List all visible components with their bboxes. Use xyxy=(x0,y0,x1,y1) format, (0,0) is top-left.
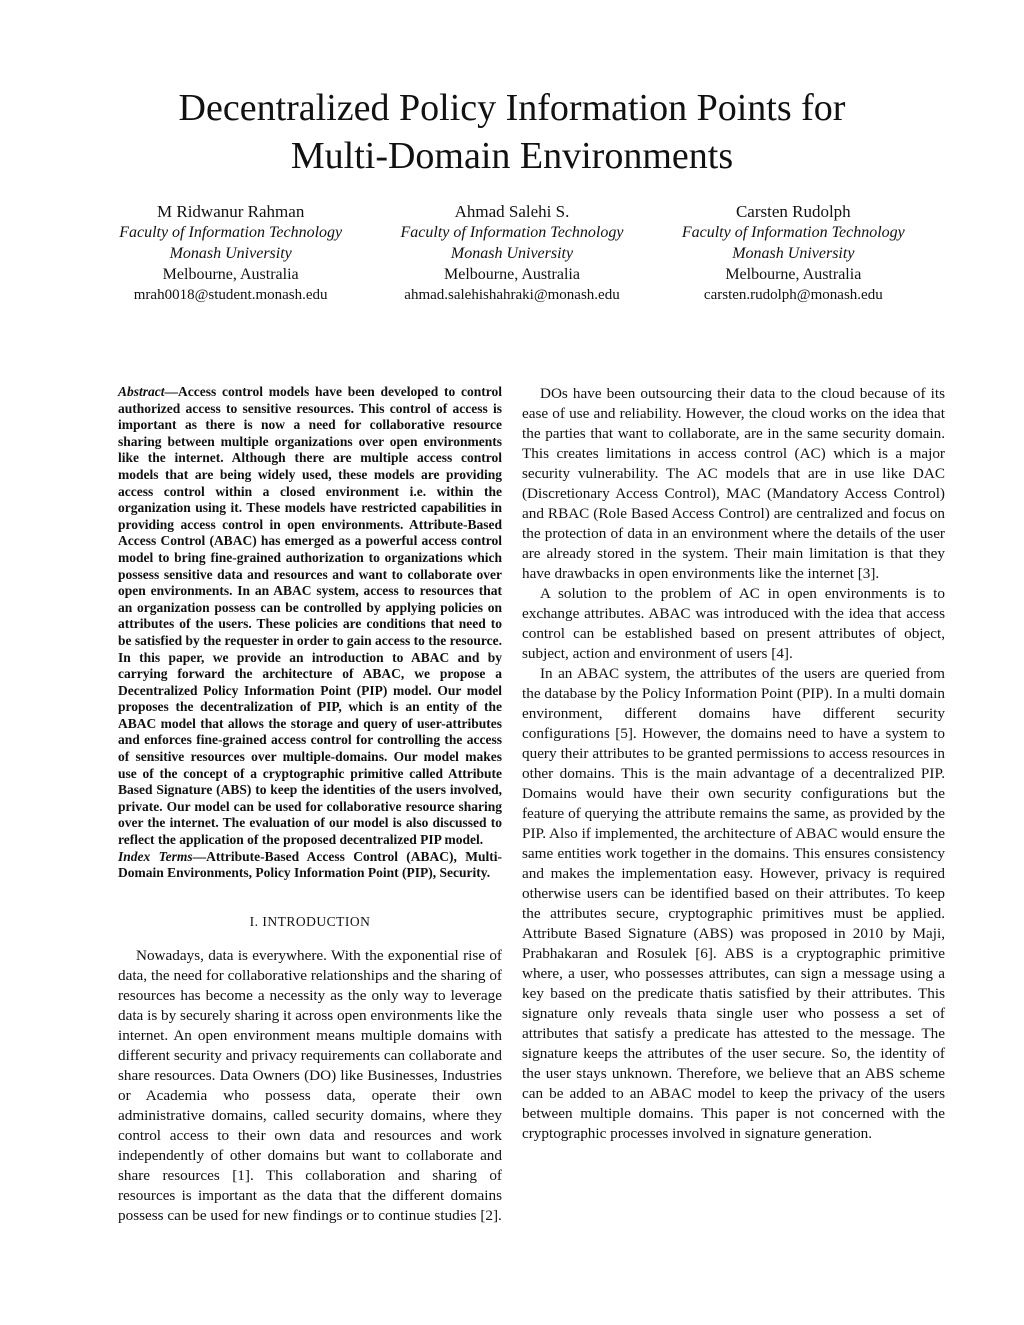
body-paragraph: In an ABAC system, the attributes of the users are queried from the database by the Policy Information Point (PIP). In a multi domain environment, different domains have different security configurations [5]. However, the domains need to have a system to query their attributes to be granted permissions to access resources in other domains. This is the main advantage of a decentralized PIP. Domains would have their own security configurations but the feature of querying the attribute remains the same, as provided by the PIP. Also if implemented, the architecture of ABAC would ensure the same entities work together in the domains. This ensures consistency and makes the implementation easy. However, privacy is required otherwise users can be identified based on their attributes. To keep the attributes secure, cryptographic primitives must be applied. Attribute Based Signature (ABS) was proposed in 2010 by Maji, Prabhakaran and Rosulek [6]. ABS is a cryptographic primitive where, a user, who possesses attributes, can sign a message using a key based on the predicate thatis satisfied by their attributes. This signature only reveals thata single user who possess a set of attributes that satisfy a predicate has attested to the message. The signature keeps the attributes of the user secure. So, the identity of the user stays unknown. Therefore, we believe that an ABS scheme can be added to an ABAC model to keep the privacy of the users between multiple domains. This paper is not concerned with the cryptographic processes involved in signature generation. xyxy=(522,665,945,1142)
author-2 xyxy=(371,201,652,306)
right-column xyxy=(522,384,945,1144)
intro-paragraph: Nowadays, data is everywhere. With the exponential rise of data, the need for collaborative relationships and the sharing of resources has become a necessity as the only way to leverage data is by securely sharing it across open environments like the internet. An open environment means multiple domains with different security and privacy requirements can collaborate and share resources. Data Owners (DO) like Businesses, Industries or Academia who possess data, operate their own administrative domains, called security domains, where they control access to their own data and resources and work independently of other domains but want to collaborate and share resources [1]. This collaboration and sharing of resources is important as the data that the different domains possess can be used for new findings or to continue studies [2]. xyxy=(118,946,502,1224)
author-block xyxy=(90,201,934,306)
author-affiliation: Faculty of Information Technology xyxy=(400,224,624,241)
abstract-text: —Access control models have been developed to control authorized access to sensitive resources. This control of access is important as there is now a need for collaborative resource sharing between multiple organizations over open environments like the internet. Although there are multiple access control models that are being widely used, these models are providing access control within a closed environment i.e. within the organization using it. These models have restricted capabilities in providing access control in open environments. Attribute-Based Access Control (ABAC) has emerged as a powerful access control model to bring fine-grained authorization to organizations which possess sensitive data and resources and want to collaborate over open environments. In an ABAC system, access to resources that an organization possess can be controlled by applying policies on attributes of the users. These policies are conditions that need to be satisfied by the requester in order to gain access to the resource. In this paper, we provide an introduction to ABAC and by carrying forward the architecture of ABAC, we propose a Decentralized Policy Information Point (PIP) model. Our model proposes the decentralization of PIP, which is an entity of the ABAC model that allows the storage and query of user-attributes and enforces fine-grained access control for controlling the access of sensitive resources over multiple-domains. Our model makes use of the concept of a cryptographic primitive called Attribute Based Signature (ABS) to keep the identities of the users involved, private. Our model can be used for collaborative resource sharing over the internet. The evaluation of our model is also discussed to reflect the application of the proposed decentralized PIP model. xyxy=(118,384,502,848)
index-terms-lead: Index Terms xyxy=(118,848,193,864)
body-paragraph: A solution to the problem of AC in open environments is to exchange attributes. ABAC was introduced with the idea that access control can be established based on present attributes of object, subject, action and environment of users [4]. xyxy=(522,585,945,662)
author-university: Monash University xyxy=(732,245,855,262)
abstract xyxy=(118,384,502,849)
author-name: Ahmad Salehi S. xyxy=(454,202,570,221)
author-university: Monash University xyxy=(450,245,574,262)
title-line-1: Decentralized Policy Information Points for xyxy=(178,87,846,129)
index-terms xyxy=(118,849,502,882)
abstract-lead: Abstract xyxy=(118,384,165,399)
author-affiliation: Faculty of Information Technology xyxy=(681,224,905,241)
author-affiliation: Faculty of Information Technology xyxy=(119,224,343,241)
author-name: M Ridwanur Rahman xyxy=(157,202,305,221)
author-location: Melbourne, Australia xyxy=(444,266,580,283)
author-email: carsten.rudolph@monash.edu xyxy=(703,287,883,303)
section-heading-introduction: I. INTRODUCTION xyxy=(249,913,371,929)
author-1 xyxy=(90,201,371,306)
author-name: Carsten Rudolph xyxy=(735,202,851,221)
body-paragraph: DOs have been outsourcing their data to the cloud because of its ease of use and reliability. However, the cloud works on the idea that the parties that want to collaborate, are in the same security domain. This creates limitations in access control (AC) which is a major security vulnerability. The AC models that are in use like DAC (Discretionary Access Control), MAC (Mandatory Access Control) and RBAC (Role Based Access Control) are centralized and focus on the protection of data in an environment where the details of the user are already stored in the system. Their main limitation is that they have drawbacks in open environments like the internet [3]. xyxy=(522,385,945,582)
author-3 xyxy=(653,201,934,306)
author-university: Monash University xyxy=(169,245,292,262)
author-email: ahmad.salehishahraki@monash.edu xyxy=(404,287,620,303)
paper-title xyxy=(0,84,1024,180)
author-email: mrah0018@student.monash.edu xyxy=(133,287,328,303)
author-location: Melbourne, Australia xyxy=(162,266,299,283)
title-line-2: Multi-Domain Environments xyxy=(290,135,734,177)
author-location: Melbourne, Australia xyxy=(725,266,862,283)
left-column xyxy=(118,384,502,1226)
index-terms-text: —Attribute-Based Access Control (ABAC), Multi-Domain Environments, Policy Information Point (PIP), Security. xyxy=(118,848,502,881)
